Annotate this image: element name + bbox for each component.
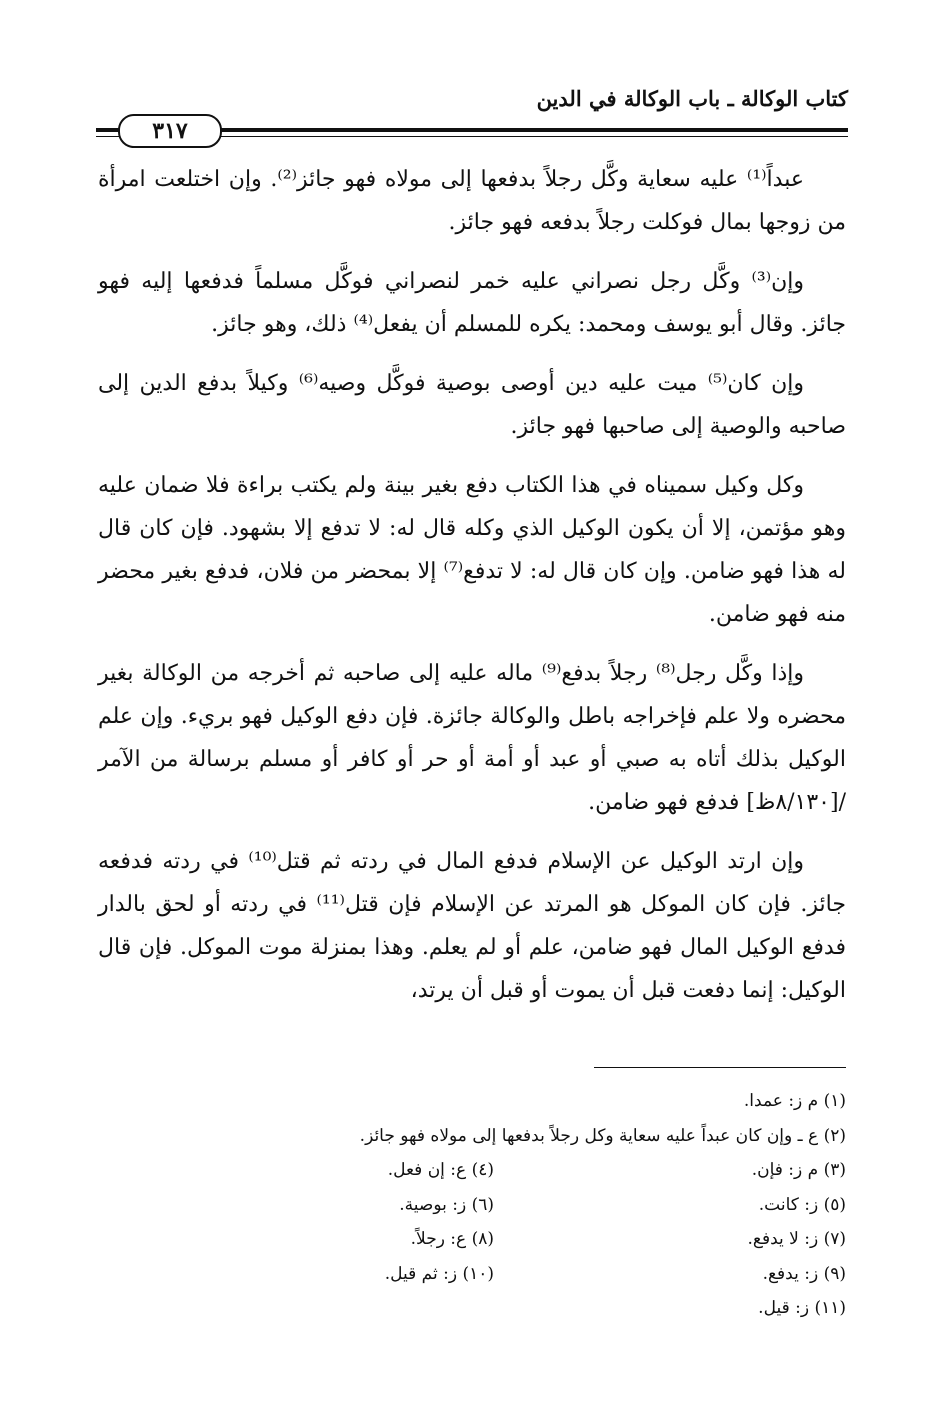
page-header [96, 86, 848, 146]
footnote: (١١) ز: قيل. [758, 1298, 846, 1318]
footnote: (٢) ع ـ وإن كان عبداً عليه سعاية وكل رجلاً بدفعها إلى مولاه فهو جائز. [359, 1125, 846, 1146]
footnote: (٣) م ز: فإن. [751, 1160, 846, 1180]
footnote: (١٠) ز: ثم قيل. [384, 1263, 494, 1284]
footnote: (٩) ز: يدفع. [762, 1263, 846, 1284]
paragraph: وإذا وكَّل رجل⁽⁸⁾ رجلاً بدفع⁽⁹⁾ ماله عليه إلى صاحبه ثم أخرجه من الوكالة بغير محضره ولا علم فإخراجه باطل والوكالة جائزة. فإن دفع الوكيل فهو بريء. وإن علم الوكيل بذلك أتاه به صبي أو عبد أو أمة أو حر أو كافر أو مسلم برسالة من الآمر /[٨/١٣٠ظ] فدفع فهو ضامن. [98, 661, 846, 815]
footnote-separator [594, 1067, 846, 1068]
page-number-badge: ٣١٧ [118, 114, 222, 148]
footnote: (١) م ز: عمدا. [743, 1091, 846, 1111]
paragraph: وإن⁽³⁾ وكَّل رجل نصراني عليه خمر لنصراني فوكَّل مسلماً فدفعها إليه فهو جائز. وقال أبو يوسف ومحمد: يكره للمسلم أن يفعل⁽⁴⁾ ذلك، وهو جائز. [98, 269, 846, 337]
footnote-row [140, 1257, 846, 1292]
footnote: (٨) ع: رجلاً. [410, 1229, 494, 1249]
footnote: (٥) ز: كانت. [758, 1194, 846, 1215]
footnote-row [140, 1153, 846, 1188]
paragraph: وإن ارتد الوكيل عن الإسلام فدفع المال في ردته ثم قتل⁽¹⁰⁾ في ردته فدفعه جائز. فإن كان الموكل هو المرتد عن الإسلام فإن قتل⁽¹¹⁾ في ردته أو لحق بالدار فدفع الوكيل المال فهو ضامن، علم أو لم يعلم. وهذا بمنزلة موت الموكل. فإن قال الوكيل: إنما دفعت قبل أن يموت أو قبل أن يرتد، [98, 849, 846, 1003]
paragraph: وإن كان⁽⁵⁾ ميت عليه دين أوصى بوصية فوكَّل وصيه⁽⁶⁾ وكيلاً بدفع الدين إلى صاحبه والوصية إلى صاحبها فهو جائز. [98, 371, 846, 439]
main-text [98, 158, 846, 1028]
footnote-row [140, 1222, 846, 1257]
footnote-row [140, 1291, 846, 1326]
footnote: (٧) ز: لا يدفع. [747, 1229, 846, 1249]
paragraph: وكل وكيل سميناه في هذا الكتاب دفع بغير بينة ولم يكتب براءة فلا ضمان عليه وهو مؤتمن، إلا أن يكون الوكيل الذي وكله قال له: لا تدفع إلا بشهود. فإن كان قال له هذا فهو ضامن. وإن كان قال له: لا تدفع⁽⁷⁾ إلا بمحضر من فلان، فدفع بغير محضر منه فهو ضامن. [98, 473, 846, 627]
footnote [142, 1291, 494, 1326]
footnote: (٦) ز: بوصية. [399, 1194, 494, 1215]
running-title: كتاب الوكالة ـ باب الوكالة في الدين [536, 86, 848, 111]
footnotes [140, 1084, 846, 1326]
paragraph: عبداً⁽¹⁾ عليه سعاية وكَّل رجلاً بدفعها إلى مولاه فهو جائز⁽²⁾. وإن اختلعت امرأة من زوجها بمال فوكلت رجلاً بدفعه فهو جائز. [98, 167, 846, 235]
footnote: (٤) ع: إن فعل. [387, 1160, 494, 1180]
footnote-row [140, 1188, 846, 1223]
